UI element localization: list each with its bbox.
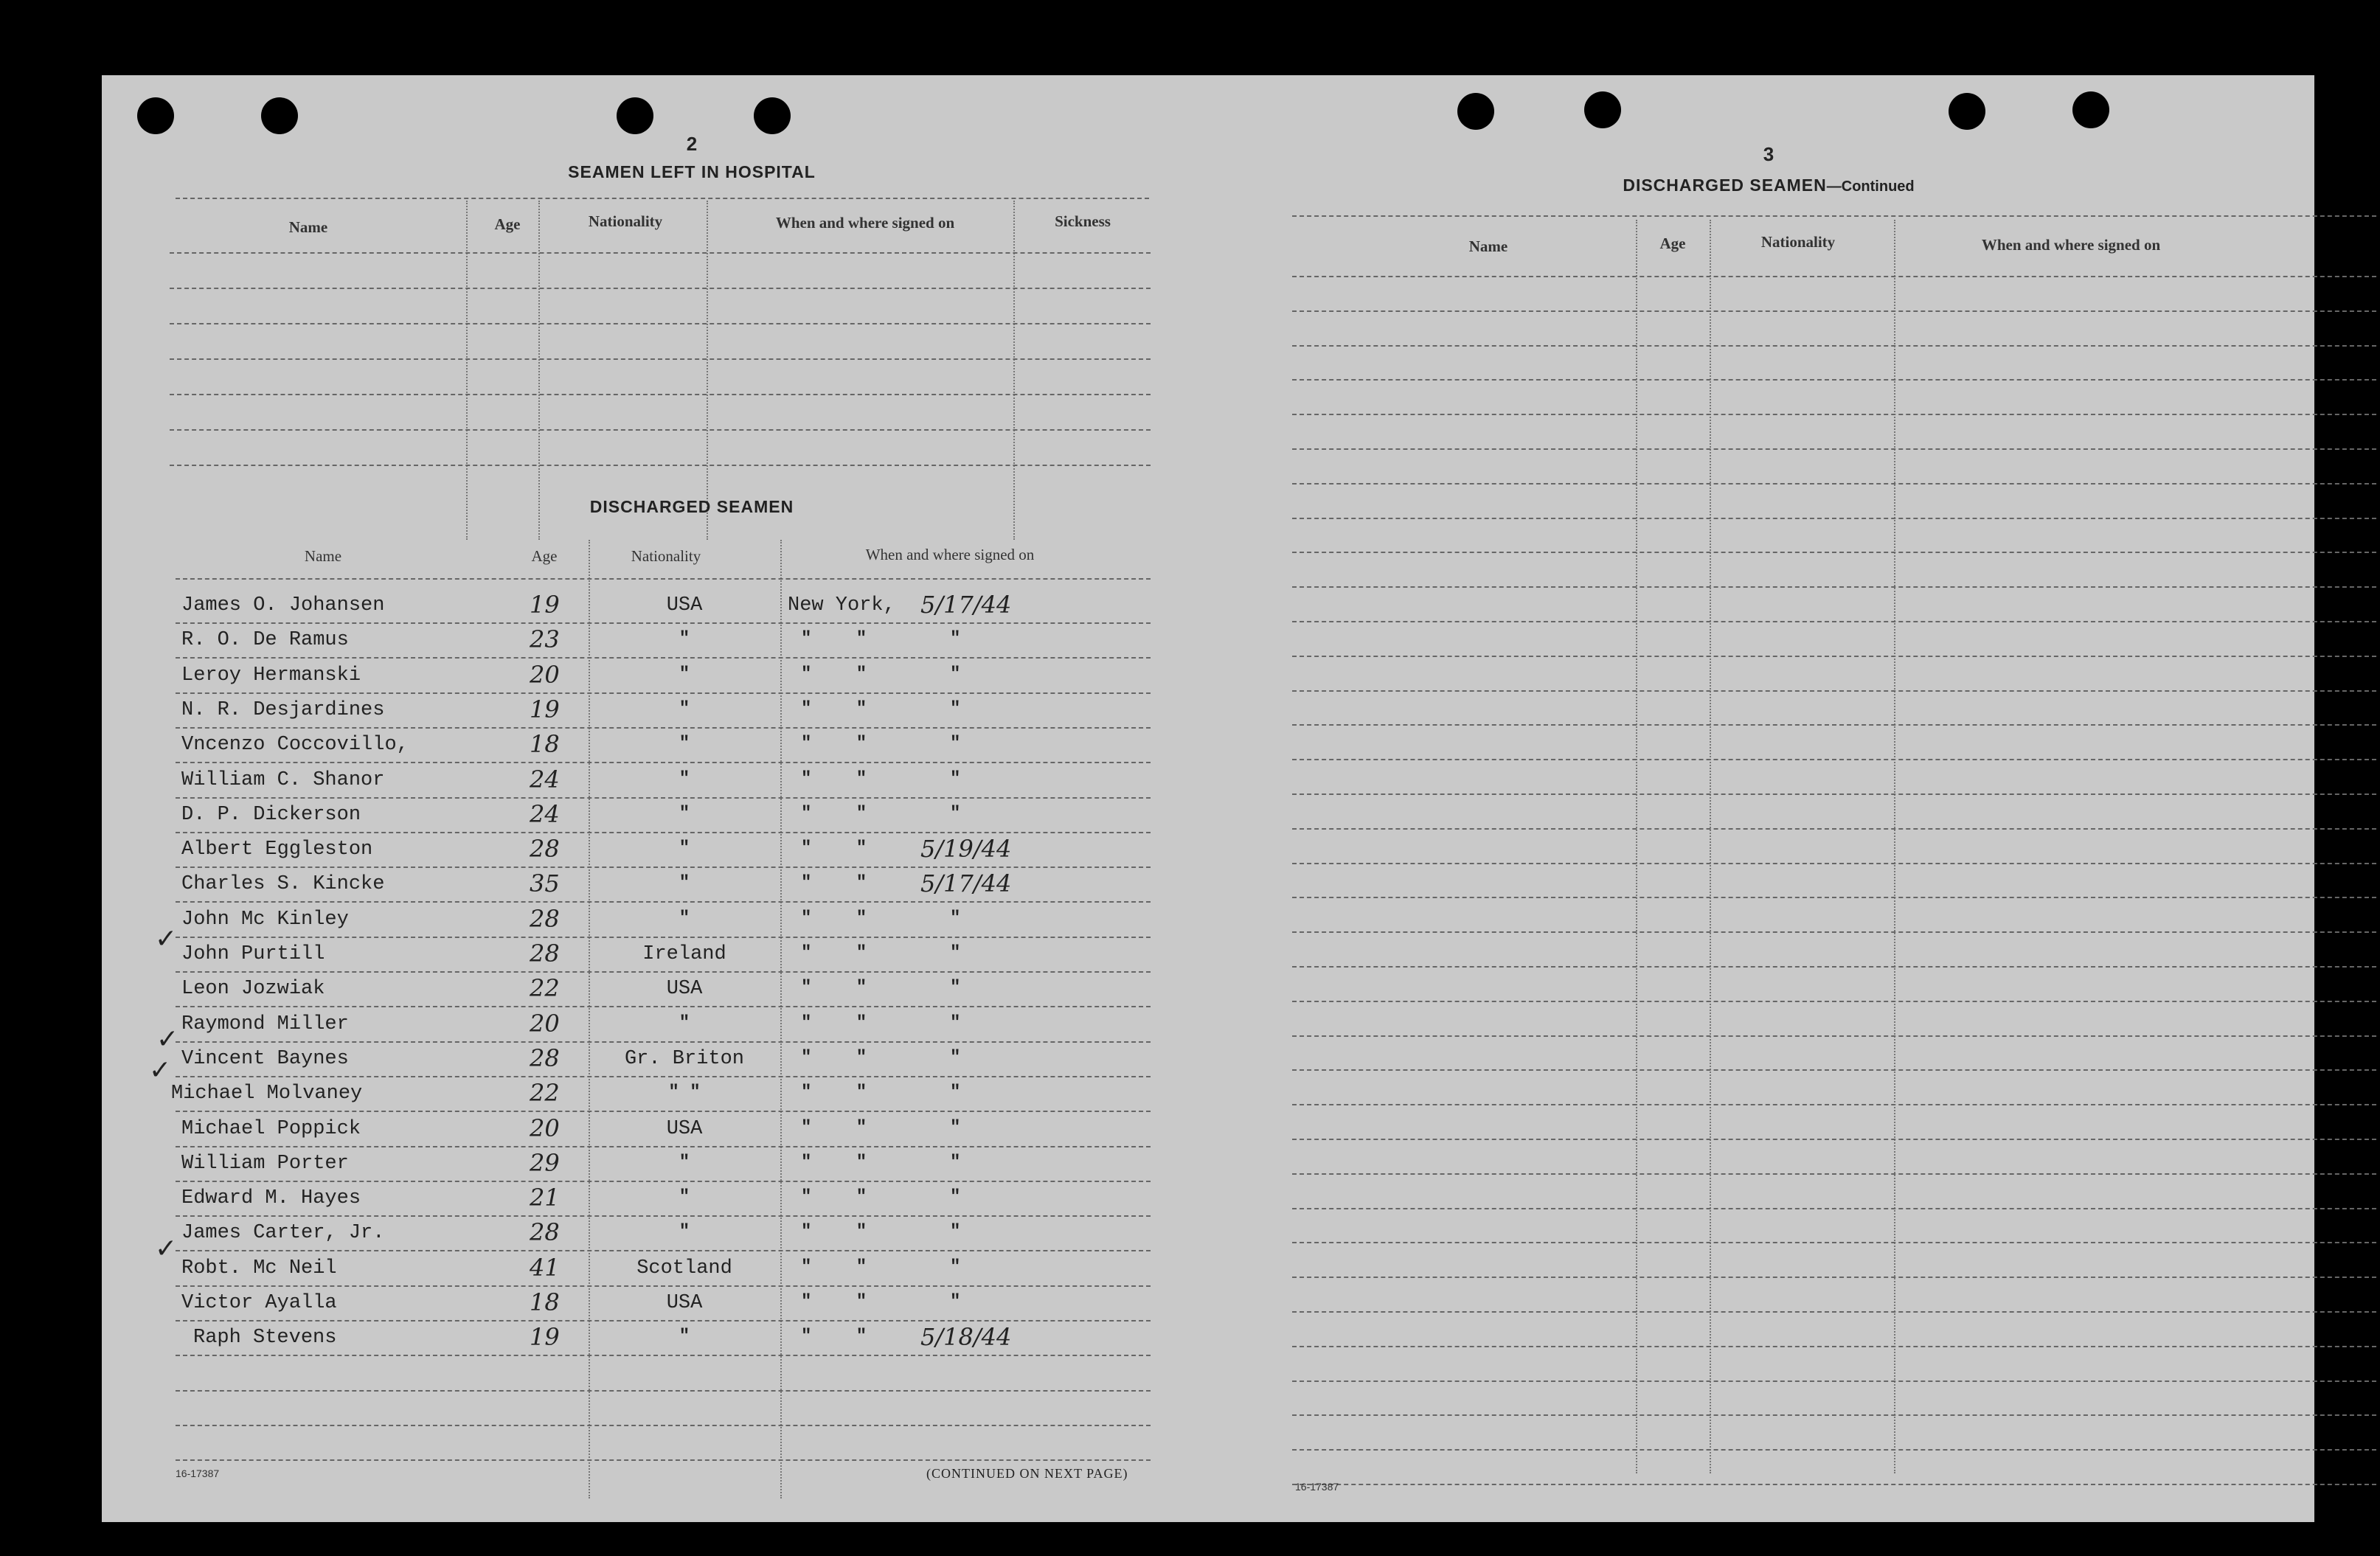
seaman-age: 28 — [530, 905, 560, 933]
seaman-signed-on-place: " " — [801, 699, 867, 719]
table-rule — [1292, 931, 2376, 933]
table-rule — [176, 937, 1151, 938]
table-rule — [176, 1250, 1151, 1251]
seaman-signed-on-place: " " — [801, 1118, 867, 1138]
table-rule — [1292, 1414, 2376, 1416]
table-rule — [176, 578, 1151, 580]
seaman-signed-on-place: " " — [801, 1257, 867, 1277]
seaman-signed-on-place: " " — [801, 1292, 867, 1312]
table-rule — [1292, 724, 2376, 726]
seaman-nationality: " — [679, 1153, 690, 1173]
seaman-name: R. O. De Ramus — [181, 629, 349, 651]
table-rule — [1292, 793, 2376, 795]
column-divider — [1013, 201, 1015, 540]
discharged-section-title: DISCHARGED SEAMEN — [589, 497, 794, 516]
table-rule — [1292, 1449, 2376, 1451]
table-rule — [170, 429, 1151, 431]
seaman-age: 20 — [530, 661, 560, 689]
seaman-name: Leon Jozwiak — [181, 978, 325, 1000]
table-rule — [1292, 1001, 2376, 1002]
seaman-signed-on-date: " — [950, 1083, 961, 1102]
table-rule — [176, 1285, 1151, 1287]
discharged-header-nationality: Nationality — [631, 547, 701, 565]
hospital-header-signed-on: When and where signed on — [775, 214, 955, 232]
punch-hole — [1584, 91, 1621, 128]
seaman-signed-on-date: " — [950, 1118, 961, 1138]
seaman-signed-on-date: " — [950, 1153, 961, 1173]
seaman-name: Michael Molvaney — [171, 1083, 363, 1105]
form-number: 16-17387 — [1295, 1481, 1339, 1493]
punch-hole — [137, 97, 174, 134]
table-rule — [1292, 448, 2376, 450]
table-rule — [1292, 310, 2376, 312]
table-rule — [170, 394, 1151, 395]
page-number: 2 — [686, 133, 698, 155]
hospital-header-name: Name — [288, 218, 328, 236]
column-divider — [1894, 220, 1895, 1473]
right-header-name: Name — [1468, 237, 1508, 255]
table-rule — [1292, 863, 2376, 864]
seaman-nationality: USA — [666, 594, 703, 617]
seaman-nationality: Scotland — [636, 1257, 732, 1279]
table-rule — [176, 1111, 1151, 1112]
seaman-signed-on-place: " " — [801, 1153, 867, 1173]
continued-footnote: (CONTINUED ON NEXT PAGE) — [926, 1466, 1128, 1481]
seaman-signed-on-place: " " — [801, 769, 867, 789]
seaman-name: Leroy Hermanski — [181, 664, 361, 687]
hospital-header-nationality: Nationality — [588, 212, 663, 230]
seaman-signed-on-place: " " — [801, 1327, 867, 1347]
seaman-nationality: " " — [668, 1083, 701, 1102]
check-mark: ✓ — [155, 924, 178, 954]
table-rule — [1292, 1173, 2376, 1175]
column-divider — [707, 201, 708, 540]
punch-hole — [1457, 93, 1494, 130]
seaman-age: 35 — [530, 869, 560, 897]
table-rule — [170, 288, 1151, 289]
seaman-age: 22 — [530, 1079, 560, 1107]
seaman-name: Robt. Mc Neil — [181, 1257, 337, 1279]
seaman-nationality: " — [679, 873, 690, 893]
seaman-signed-on-date: 5/19/44 — [920, 835, 1012, 863]
table-rule — [176, 1215, 1151, 1217]
table-rule — [176, 1181, 1151, 1182]
seaman-signed-on-date: " — [950, 734, 961, 754]
form-number: 16-17387 — [176, 1468, 220, 1479]
seaman-nationality: USA — [666, 1292, 703, 1314]
table-rule — [176, 1006, 1151, 1007]
table-rule — [176, 1355, 1151, 1356]
seaman-signed-on-place: " " — [801, 873, 867, 893]
table-rule — [176, 1076, 1151, 1077]
table-rule — [176, 1146, 1151, 1147]
table-rule — [176, 797, 1151, 799]
seaman-age: 28 — [530, 939, 560, 968]
seaman-name: Raymond Miller — [181, 1013, 349, 1035]
seaman-signed-on-date: " — [950, 1187, 961, 1207]
table-rule — [1292, 1242, 2376, 1243]
seaman-age: 20 — [530, 1114, 560, 1142]
seaman-age: 28 — [530, 835, 560, 863]
seaman-signed-on-place: " " — [801, 1048, 867, 1068]
seaman-signed-on-date: 5/17/44 — [920, 869, 1012, 897]
column-divider — [466, 201, 468, 540]
seaman-age: 22 — [530, 974, 560, 1002]
table-rule — [170, 465, 1151, 466]
right-header-nationality: Nationality — [1760, 233, 1836, 251]
seaman-name: Michael Poppick — [181, 1118, 361, 1140]
punch-hole — [754, 97, 791, 134]
seaman-age: 24 — [530, 765, 560, 793]
seaman-signed-on-place: " " — [801, 909, 867, 928]
table-rule — [1292, 759, 2376, 760]
seaman-age: 23 — [530, 625, 560, 653]
seaman-name: Charles S. Kincke — [181, 873, 385, 895]
seaman-signed-on-place: " " — [801, 838, 867, 858]
table-rule — [176, 762, 1151, 763]
seaman-name: Vincent Baynes — [181, 1048, 349, 1070]
document-sheet — [102, 75, 2314, 1522]
seaman-signed-on-date: " — [950, 943, 961, 963]
table-rule — [176, 198, 1149, 199]
seaman-nationality: " — [679, 1013, 690, 1033]
table-rule — [1292, 966, 2376, 968]
seaman-age: 28 — [530, 1044, 560, 1072]
seaman-signed-on-place: " " — [801, 1083, 867, 1102]
seaman-nationality: " — [679, 1327, 690, 1347]
seaman-signed-on-place: " " — [801, 664, 867, 684]
seaman-age: 21 — [530, 1184, 560, 1212]
table-rule — [176, 692, 1151, 694]
table-rule — [1292, 1484, 2376, 1485]
seaman-nationality: " — [679, 664, 690, 684]
seaman-name: John Purtill — [181, 943, 325, 965]
seaman-age: 19 — [530, 1323, 560, 1351]
table-rule — [1292, 586, 2376, 588]
punch-hole — [1949, 93, 1985, 130]
table-rule — [1292, 518, 2376, 519]
seaman-signed-on-date: " — [950, 804, 961, 824]
seaman-signed-on-date: " — [950, 1048, 961, 1068]
discharged-header-signed-on: When and where signed on — [865, 546, 1035, 563]
seaman-nationality: USA — [666, 978, 703, 1000]
table-rule — [1292, 1035, 2376, 1037]
table-rule — [1292, 897, 2376, 898]
table-rule — [176, 1041, 1151, 1043]
table-rule — [1292, 1311, 2376, 1313]
seaman-signed-on-place: " " — [801, 1187, 867, 1207]
continued-title-suffix: —Continued — [1826, 178, 1915, 195]
table-rule — [176, 622, 1151, 624]
table-rule — [170, 252, 1151, 254]
seaman-age: 41 — [530, 1254, 560, 1282]
seaman-nationality: " — [679, 804, 690, 824]
seaman-name: William Porter — [181, 1153, 349, 1175]
seaman-nationality: " — [679, 629, 690, 649]
seaman-age: 19 — [530, 591, 560, 619]
table-rule — [170, 323, 1151, 324]
seaman-age: 29 — [530, 1149, 560, 1177]
right-header-age: Age — [1659, 235, 1686, 252]
check-mark: ✓ — [156, 1024, 179, 1055]
table-rule — [176, 1390, 1151, 1392]
table-rule — [1292, 828, 2376, 830]
seaman-signed-on-place: " " — [801, 734, 867, 754]
right-header-signed-on: When and where signed on — [1981, 236, 2161, 254]
punch-hole — [261, 97, 298, 134]
table-rule — [170, 358, 1151, 360]
table-rule — [1292, 1069, 2376, 1071]
table-rule — [1292, 215, 2376, 217]
continued-section-title — [1562, 176, 1975, 195]
seaman-signed-on-date: 5/17/44 — [920, 591, 1012, 619]
seaman-signed-on-date: " — [950, 1292, 961, 1312]
table-rule — [176, 1320, 1151, 1321]
seaman-age: 24 — [530, 800, 560, 828]
table-rule — [1292, 414, 2376, 415]
table-rule — [1292, 276, 2376, 277]
table-rule — [176, 657, 1151, 659]
seaman-nationality: " — [679, 838, 690, 858]
continued-title-main: DISCHARGED SEAMEN — [1623, 176, 1827, 195]
table-rule — [176, 1459, 1151, 1461]
seaman-nationality: " — [679, 909, 690, 928]
check-mark: ✓ — [149, 1055, 172, 1086]
seaman-age: 20 — [530, 1010, 560, 1038]
seaman-signed-on-place: " " — [801, 943, 867, 963]
hospital-header-sickness: Sickness — [1055, 212, 1111, 230]
table-rule — [176, 727, 1151, 729]
seaman-signed-on-date: " — [950, 1257, 961, 1277]
table-rule — [1292, 345, 2376, 347]
seaman-signed-on-place: New York, — [788, 594, 895, 617]
seaman-nationality: " — [679, 699, 690, 719]
seaman-signed-on-place: " " — [801, 629, 867, 649]
seaman-nationality: Gr. Briton — [624, 1048, 745, 1070]
table-rule — [176, 971, 1151, 973]
seaman-name: James Carter, Jr. — [181, 1222, 385, 1244]
seaman-name: William C. Shanor — [181, 769, 385, 791]
seaman-name: James O. Johansen — [181, 594, 385, 617]
seaman-age: 18 — [530, 1288, 560, 1316]
seaman-signed-on-date: " — [950, 1013, 961, 1033]
table-rule — [1292, 656, 2376, 657]
seaman-age: 18 — [530, 730, 560, 758]
table-rule — [1292, 1380, 2376, 1382]
seaman-nationality: Ireland — [642, 943, 726, 965]
seaman-signed-on-date: " — [950, 978, 961, 998]
seaman-age: 19 — [530, 695, 560, 723]
table-rule — [1292, 1139, 2376, 1140]
table-rule — [1292, 1208, 2376, 1209]
seaman-signed-on-date: " — [950, 909, 961, 928]
hospital-section-title: SEAMEN LEFT IN HOSPITAL — [568, 162, 816, 181]
seaman-signed-on-place: " " — [801, 1222, 867, 1242]
table-rule — [1292, 483, 2376, 484]
punch-hole — [2072, 91, 2109, 128]
column-divider — [1636, 220, 1637, 1473]
table-rule — [1292, 1104, 2376, 1105]
seaman-nationality: " — [679, 1187, 690, 1207]
seaman-signed-on-date: " — [950, 769, 961, 789]
seaman-signed-on-date: " — [950, 699, 961, 719]
punch-hole — [617, 97, 653, 134]
discharged-header-name: Name — [304, 547, 342, 565]
hospital-header-age: Age — [494, 215, 521, 233]
table-rule — [176, 901, 1151, 903]
table-rule — [1292, 379, 2376, 381]
seaman-signed-on-place: " " — [801, 1013, 867, 1033]
table-rule — [176, 866, 1151, 868]
seaman-signed-on-place: " " — [801, 978, 867, 998]
page-number: 3 — [1763, 143, 1774, 165]
column-divider — [538, 201, 540, 540]
seaman-name: John Mc Kinley — [181, 909, 349, 931]
table-rule — [1292, 621, 2376, 622]
table-rule — [1292, 1277, 2376, 1278]
seaman-nationality: USA — [666, 1118, 703, 1140]
seaman-nationality: " — [679, 734, 690, 754]
seaman-nationality: " — [679, 1222, 690, 1242]
seaman-signed-on-date: 5/18/44 — [920, 1323, 1012, 1351]
table-rule — [176, 832, 1151, 833]
seaman-nationality: " — [679, 769, 690, 789]
seaman-name: Raph Stevens — [193, 1327, 337, 1349]
seaman-signed-on-date: " — [950, 664, 961, 684]
table-rule — [1292, 552, 2376, 553]
seaman-age: 28 — [530, 1218, 560, 1246]
check-mark: ✓ — [155, 1234, 178, 1264]
seaman-name: Albert Eggleston — [181, 838, 373, 861]
seaman-name: Edward M. Hayes — [181, 1187, 361, 1209]
table-rule — [1292, 1346, 2376, 1347]
seaman-name: Vncenzo Coccovillo, — [181, 734, 409, 756]
table-rule — [176, 1425, 1151, 1426]
discharged-header-age: Age — [531, 547, 558, 565]
column-divider — [1710, 220, 1711, 1473]
seaman-signed-on-date: " — [950, 629, 961, 649]
seaman-name: Victor Ayalla — [181, 1292, 337, 1314]
seaman-name: D. P. Dickerson — [181, 804, 361, 826]
table-rule — [1292, 690, 2376, 692]
seaman-signed-on-date: " — [950, 1222, 961, 1242]
seaman-name: N. R. Desjardines — [181, 699, 385, 721]
seaman-signed-on-place: " " — [801, 804, 867, 824]
